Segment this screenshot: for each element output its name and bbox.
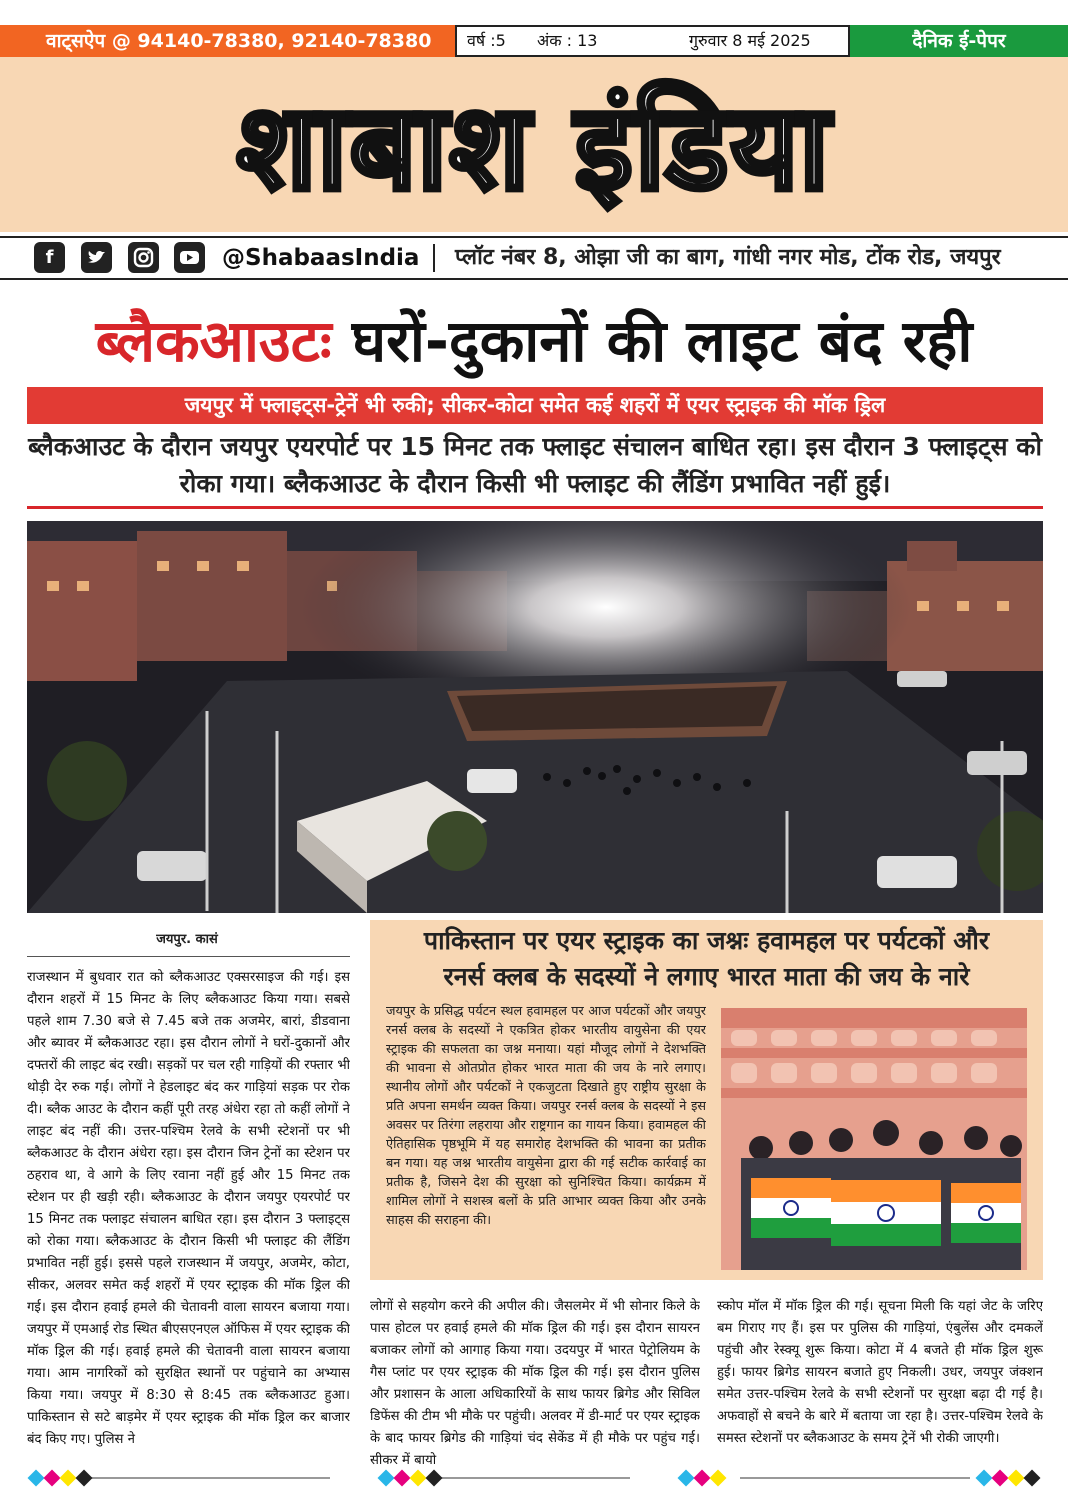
headline-black: घरों-दुकानों की लाइट बंद रही <box>331 307 973 375</box>
headline-red: ब्लैकआउटः <box>95 307 332 375</box>
divider <box>740 1477 970 1479</box>
hawamahal-photo <box>721 1008 1027 1270</box>
byline: जयपुर. कासं <box>156 932 218 947</box>
masthead-title: शाबाश इंडिया <box>236 78 832 216</box>
subdeck: ब्लैकआउट के दौरान जयपुर एयरपोर्ट पर 15 मिनट तक फ्लाइट संचालन बाधित रहा। इस दौरान 3 फ्लाइट्स को रोका गया। ब्लैकआउट के दौरान किसी भी फ्लाइट की लैंडिंग प्रभावित नहीं हुई। <box>28 432 1042 498</box>
address-text: प्लॉट नंबर 8, ओझा जी का बाग, गांधी नगर मोड, टोंक रोड, जयपुर <box>455 245 1001 270</box>
issue-label: अंक : 13 <box>537 31 598 50</box>
story-column-3: स्कोप मॉल में मॉक ड्रिल की गई। सूचना मिली कि यहां जेट के जरिए बम गिराए गए हैं। इस पर पुलिस की गाड़ियां, एंबुलेंस और दमकलें पहुंची और रेस्क्यू शुरू किया। कोटा में 4 बजते ही मॉक ड्रिल शुरू हुई। फायर ब्रिगेड सायरन बजाते हुए निकली। उधर, जयपुर जंक्शन समेत उत्तर-पश्चिम रेलवे के सभी स्टेशनों पर सुरक्षा बढ़ा दी गई है। अफवाहों से बचने के बारे में बताया जा रहा है। उत्तर-पश्चिम रेलवे के समस्त स्टेशनों पर ब्लैकआउट के समय ट्रेनें भी रोकी जाएगी। <box>717 1299 1043 1446</box>
social-handle[interactable]: @ShabaasIndia <box>222 245 420 271</box>
box-story-text: जयपुर के प्रसिद्ध पर्यटन स्थल हवामहल पर आज पर्यटकों और जयपुर रनर्स क्लब के सदस्यों ने एकत्रित होकर भारतीय वायुसेना की एयर स्ट्राइक की सफलता का जश्न मनाया। यहां मौजूद लोगों ने देशभक्ति की भावना से ओतप्रोत होकर भारत माता की जय के नारे लगाए। स्थानीय लोगों और पर्यटकों ने एकजुटता दिखाते हुए राष्ट्रीय सुरक्षा के प्रति अपना समर्थन व्यक्त किया। जयपुर रनर्स क्लब के सदस्यों ने इस अवसर पर तिरंगा लहराया और राष्ट्रगान का गायन किया। हवामहल की ऐतिहासिक पृष्ठभूमि में यह समारोह देशभक्ति की भावना का प्रतीक बन गया। यह जश्न भारतीय वायुसेना द्वारा की गई सटीक कार्रवाई का प्रतीक है, जिसने देश की सुरक्षा को सुनिश्चित किया। कार्यक्रम में शामिल लोगों ने सशस्त्र बलों के प्रति आभार व्यक्त किया और उनके साहस की सराहना की। <box>386 1004 706 1228</box>
story-column-1: राजस्थान में बुधवार रात को ब्लैकआउट एक्सरसाइज की गई। इस दौरान शहरों में 15 मिनट के लिए ब्लैकआउट किया गया। सबसे पहले शाम 7.30 बजे से 7.45 बजे तक अजमेर, बारां, डीडवाना और ब्यावर में ब्लैकआउट रहा। इस दौरान लोगों ने घरों-दुकानों और दफ्तरों की लाइट बंद रखी। सड़कों पर चल रही गाड़ियों की रफ्तार भी थोड़ी देर रुक गई। लोगों ने हेडलाइट बंद कर गाड़ियां सड़क पर रोक दी। ब्लैक आउट के दौरान कहीं पूरी तरह अंधेरा रहा तो कहीं लोगों ने लाइट बंद नहीं की। उत्तर-पश्चिम रेलवे के सभी स्टेशनों पर भी ब्लैकआउट के दौरान अंधेरा रहा। इस दौरान जिन ट्रेनों का स्टेशन पर ठहराव था, वे आगे के लिए रवाना नहीं हुई और 15 मिनट तक स्टेशन पर ही खड़ी रही। ब्लैकआउट के दौरान जयपुर एयरपोर्ट पर 15 मिनट तक फ्लाइट संचालन बाधित रहा। इस दौरान 3 फ्लाइट्स को रोका गया। ब्लैकआउट के दौरान किसी भी फ्लाइट की लैंडिंग प्रभावित नहीं हुई। इससे पहले राजस्थान में जयपुर, अजमेर, कोटा, सीकर, अलवर समेत कई शहरों में एयर स्ट्राइक की मॉक ड्रिल की गई। इस दौरान हवाई हमले की चेतावनी वाला सायरन बजाया गया। जयपुर में एमआई रोड स्थित बीएसएनएल ऑफिस में एयर स्ट्राइक की मॉक ड्रिल की गई। हवाई हमले की चेतावनी वाला सायरन बजाया गया। आम नागरिकों को सुरक्षित स्थानों पर पहुंचाने का अभ्यास किया गया। जयपुर में 8:30 से 8:45 तक ब्लैकआउट हुआ। पाकिस्तान से सटे बाड़मेर में एयर स्ट्राइक की मॉक ड्रिल कर बाजार बंद किए गए। पुलिस ने <box>27 970 350 1447</box>
year-label: वर्ष :5 <box>467 31 506 50</box>
divider <box>440 1477 630 1479</box>
youtube-icon[interactable] <box>174 242 205 273</box>
box-headline <box>370 920 1043 996</box>
edition-label: दैनिक ई-पेपर <box>850 25 1068 57</box>
story-column-2: लोगों से सहयोग करने की अपील की। जैसलमेर में भी सोनार किले के पास होटल पर हवाई हमले की मॉक ड्रिल की गई। इस दौरान सायरन बजाकर लोगों को आगाह किया गया। उदयपुर में भारत पेट्रोलियम के गैस प्लांट पर एयर स्ट्राइक की मॉक ड्रिल की गई। इस दौरान पुलिस और प्रशासन के आला अधिकारियों के साथ फायर ब्रिगेड और सिविल डिफेंस की टीम भी मौके पर पहुंची। अलवर में डी-मार्ट पर एयर स्ट्राइक के बाद फायर ब्रिगेड की गाड़ियां चंद सेकेंड में ही मौके पर पहुंच गई। सीकर में बायो <box>370 1299 700 1468</box>
blackout-photo-illustration <box>27 521 1043 913</box>
main-headline <box>0 296 1068 386</box>
box-headline-line1: पाकिस्तान पर एयर स्ट्राइक का जश्नः हवामहल पर पर्यटकों और <box>423 926 990 955</box>
date-label: गुरुवार 8 मई 2025 <box>689 31 811 50</box>
instagram-icon[interactable] <box>128 242 159 273</box>
divider <box>27 956 350 957</box>
divider <box>27 506 1043 509</box>
whatsapp-strip: वाट्सऐप @ 94140-78380, 92140-78380 <box>0 25 455 57</box>
divider <box>90 1477 330 1479</box>
blackout-photo <box>27 521 1043 913</box>
box-headline-line2: रनर्स क्लब के सदस्यों ने लगाए भारत माता की जय के नारे <box>443 962 970 991</box>
issue-info <box>455 25 850 57</box>
hawamahal-photo-illustration <box>721 1008 1027 1270</box>
kicker-bar: जयपुर में फ्लाइट्स-ट्रेनें भी रुकी; सीकर-कोटा समेत कई शहरों में एयर स्ट्राइक की मॉक ड्रिल <box>27 387 1043 424</box>
divider <box>433 244 435 272</box>
facebook-icon[interactable]: f <box>34 242 65 273</box>
twitter-icon[interactable] <box>81 242 112 273</box>
